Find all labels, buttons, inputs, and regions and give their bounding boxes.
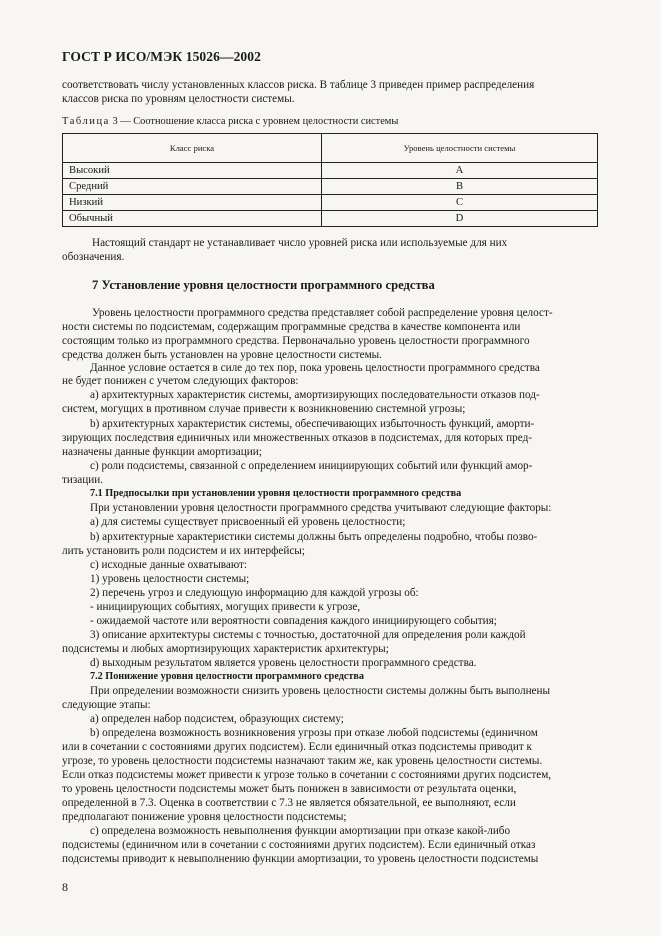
s7-line: не будет понижен с учетом следующих факторов: xyxy=(62,375,299,387)
s71-line: - инициирующих событиях, могущих привести к угрозе, xyxy=(90,601,361,613)
intro-line-1: соответствовать числу установленных классов риска. В таблице 3 приведен пример распределения xyxy=(62,79,535,91)
s71-line: d) выходным результатом является уровень целостности программного средства. xyxy=(90,657,477,669)
s71-line: - ожидаемой частоте или вероятности совпадения каждого инициирующего события; xyxy=(90,615,497,627)
table-cell-integrity-level: C xyxy=(322,195,598,211)
s72-line: то уровень целостности подсистемы может быть понижен в зависимости от результата оценки, xyxy=(62,783,517,795)
table-caption-text: 3 — Соотношение класса риска с уровнем целостности системы xyxy=(109,116,399,127)
s7-line: ности системы по подсистемам, содержащим программные средства в качестве компонента или xyxy=(62,321,521,333)
intro-line-2: классов риска по уровням целостности системы. xyxy=(62,93,295,105)
after-table-line-2: обозначения. xyxy=(62,251,125,263)
s7-line: b) архитектурных характеристик системы, обеспечивающих избыточность функций, аморти- xyxy=(90,418,535,430)
s7-line: Уровень целостности программного средства представляет собой распределение уровня целост- xyxy=(92,307,553,319)
page-number: 8 xyxy=(62,880,68,894)
s72-line: b) определена возможность возникновения угрозы при отказе любой подсистемы (единичном xyxy=(90,727,538,739)
risk-class-table xyxy=(62,133,598,227)
s7-line: Данное условие остается в силе до тех пор, пока уровень целостности программного средства xyxy=(90,362,540,374)
s72-line: При определении возможности снизить уровень целостности системы должны быть выполнены xyxy=(90,685,551,697)
s72-line: следующие этапы: xyxy=(62,699,151,711)
table-row xyxy=(63,211,598,227)
table-caption xyxy=(62,116,398,127)
s7-line: средства должен быть установлен на уровне целостности системы. xyxy=(62,349,382,361)
table-header-integrity-level: Уровень целостности системы xyxy=(322,134,598,163)
s7-line: систем, могущих в противном случае привести к возникновению системной угрозы; xyxy=(62,403,466,415)
table-header-risk-class: Класс риска xyxy=(63,134,322,163)
s71-line: подсистемы и любых амортизирующих характеристик архитектуры; xyxy=(62,643,389,655)
s72-line: или в сочетании с состояниями других подсистем). Если единичный отказ подсистемы приводит к xyxy=(62,741,532,753)
s7-line: а) архитектурных характеристик системы, амортизирующих последовательности отказов под- xyxy=(90,389,540,401)
section-7-1-title: 7.1 Предпосылки при установлении уровня целостности программного средства xyxy=(90,488,462,499)
s72-line: подсистемы (единичном или в сочетании с состояниями других подсистем). Если единичный отказ xyxy=(62,839,536,851)
s71-line: а) для системы существует присвоенный ей уровень целостности; xyxy=(90,516,406,528)
s72-line: угрозе, то уровень целостности подсистемы назначают таким же, как уровень целостности системы. xyxy=(62,755,543,767)
section-7-title: 7 Установление уровня целостности программного средства xyxy=(92,278,435,292)
s72-line: определенной в 7.3. Оценка в соответствии с 7.3 не является обязательной, ее выполняют, если xyxy=(62,797,516,809)
s7-line: с) роли подсистемы, связанной с определением инициирующих событий или функций амор- xyxy=(90,460,533,472)
s71-line: При установлении уровня целостности программного средства учитывают следующие факторы: xyxy=(90,502,552,514)
s72-line: подсистемы приводит к невыполнению функции амортизации, то уровень целостности подсистемы xyxy=(62,853,539,865)
table-cell-integrity-level: B xyxy=(322,179,598,195)
table-cell-integrity-level: D xyxy=(322,211,598,227)
document-header: ГОСТ Р ИСО/МЭК 15026—2002 xyxy=(62,49,261,64)
s71-line: 3) описание архитектуры системы с точностью, достаточной для определения роли каждой xyxy=(90,629,526,641)
s72-line: Если отказ подсистемы может привести к угрозе только в сочетании с состояниями других подсистем, xyxy=(62,769,552,781)
table-cell-risk-class: Обычный xyxy=(63,211,322,227)
table-caption-prefix: Таблица xyxy=(62,116,110,127)
s71-line: b) архитектурные характеристики системы должны быть определены подробно, чтобы позво- xyxy=(90,531,538,543)
after-table-line-1: Настоящий стандарт не устанавливает число уровней риска или используемые для них xyxy=(92,237,508,249)
s7-line: тизации. xyxy=(62,474,104,486)
s7-line: зирующих последствия единичных или множественных отказов в подсистемах, для которых пред- xyxy=(62,432,532,444)
table-row xyxy=(63,179,598,195)
s72-line: а) определен набор подсистем, образующих систему; xyxy=(90,713,344,725)
s71-line: с) исходные данные охватывают: xyxy=(90,559,248,571)
s72-line: предполагают понижение уровня целостности подсистемы; xyxy=(62,811,347,823)
table-cell-risk-class: Средний xyxy=(63,179,322,195)
table-cell-risk-class: Высокий xyxy=(63,163,322,179)
table-header-row xyxy=(63,134,598,163)
s71-line: лить установить роли подсистем и их интерфейсы; xyxy=(62,545,305,557)
s7-line: состоящим только из программного средства. Первоначально уровень целостности программного xyxy=(62,335,530,347)
section-7-2-title: 7.2 Понижение уровня целостности программного средства xyxy=(90,671,365,682)
s71-line: 1) уровень целостности системы; xyxy=(90,573,250,585)
table-row xyxy=(63,195,598,211)
s7-line: назначены данные функции амортизации; xyxy=(62,446,262,458)
table-row xyxy=(63,163,598,179)
s71-line: 2) перечень угроз и следующую информацию для каждой угрозы об: xyxy=(90,587,419,599)
s72-line: с) определена возможность невыполнения функции амортизации при отказе какой-либо xyxy=(90,825,511,837)
table-cell-integrity-level: A xyxy=(322,163,598,179)
table-cell-risk-class: Низкий xyxy=(63,195,322,211)
